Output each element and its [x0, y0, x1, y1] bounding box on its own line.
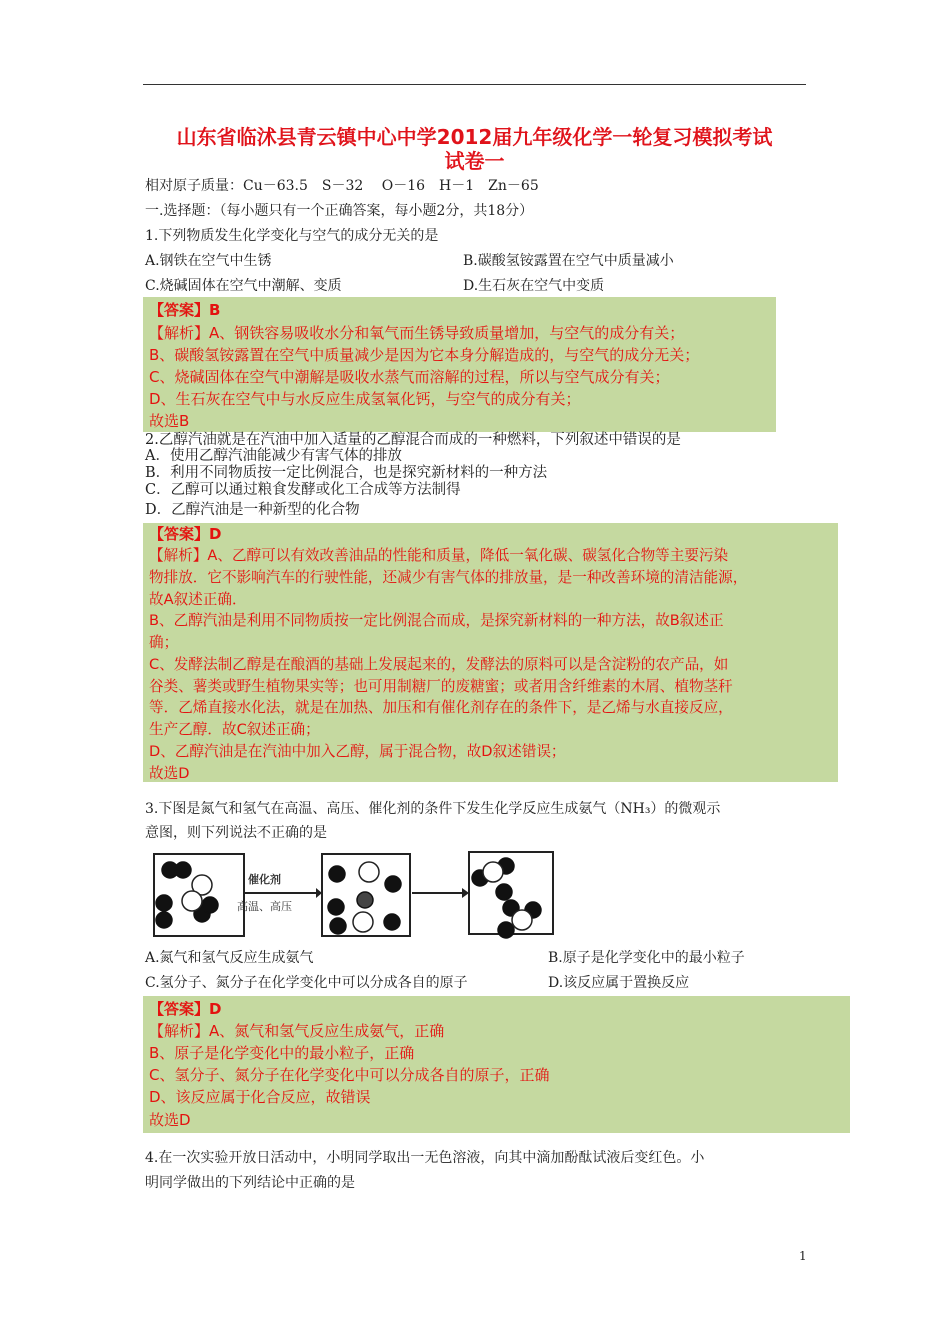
q2-analysis-line: 故选D — [149, 765, 190, 782]
q2-analysis-line: C、发酵法制乙醇是在酿酒的基础上发展起来的，发酵法的原料可以是含淀粉的农产品，如 — [149, 656, 729, 673]
doc-title-line2: 试卷一 — [444, 149, 505, 173]
q2-stem: 2.乙醇汽油就是在汽油中加入适量的乙醇混合而成的一种燃料，下列叙述中错误的是 — [145, 432, 681, 448]
q2-analysis-line: 物排放．它不影响汽车的行驶性能，还减少有害气体的排放量，是一种改善环境的清洁能源， — [149, 569, 748, 586]
q1-analysis-line: C、烧碱固体在空气中潮解是吸收水蒸气而溶解的过程，所以与空气成分有关； — [149, 368, 670, 386]
q1-analysis-line: 【解析】A、钢铁容易吸收水分和氧气而生锈导致质量增加，与空气的成分有关； — [149, 324, 685, 342]
q3-option-b: B.原子是化学变化中的最小粒子 — [548, 950, 745, 966]
q3-stem-line2: 意图，则下列说法不正确的是 — [145, 825, 327, 841]
q3-analysis-line: C、氢分子、氮分子在化学变化中可以分成各自的原子，正确 — [149, 1066, 550, 1084]
q1-analysis-line: D、生石灰在空气中与水反应生成氢氧化钙，与空气的成分有关； — [149, 390, 581, 408]
catalyst-label: 催化剂 — [248, 873, 281, 886]
section-heading: 一.选择题：（每小题只有一个正确答案，每小题2分，共18分） — [145, 203, 534, 219]
q2-analysis-line: D、乙醇汽油是在汽油中加入乙醇，属于混合物，故D叙述错误； — [149, 743, 566, 760]
atomic-mass: 相对原子质量：Cu－63.5 S－32 O－16 H－1 Zn－65 — [145, 178, 539, 194]
q1-option-c: C.烧碱固体在空气中潮解、变质 — [145, 278, 342, 294]
doc-title-line1: 山东省临沭县青云镇中心中学2012届九年级化学一轮复习模拟考试 — [176, 125, 773, 149]
q3-analysis-line: 故选D — [149, 1111, 191, 1129]
q2-analysis-line: 谷类、薯类或野生植物果实等；也可用制糖厂的废糖蜜；或者用含纤维素的木屑、植物茎秆 — [149, 678, 733, 695]
q3-option-c: C.氢分子、氮分子在化学变化中可以分成各自的原子 — [145, 975, 468, 991]
q1-option-a: A.钢铁在空气中生锈 — [145, 253, 272, 269]
q2-analysis-line: 故A叙述正确． — [149, 591, 247, 608]
q2-analysis-line: 生产乙醇．故C叙述正确； — [149, 721, 320, 738]
q3-analysis-line: 【解析】A、氮气和氢气反应生成氨气，正确 — [149, 1022, 445, 1040]
reaction-diagram — [150, 848, 560, 940]
q1-answer: 【答案】B — [149, 301, 221, 319]
q2-answer-box — [143, 523, 838, 782]
q2-analysis-line: 确； — [149, 634, 179, 651]
q2-option-c: C．乙醇可以通过粮食发酵或化工合成等方法制得 — [145, 482, 461, 498]
q3-option-a: A.氮气和氢气反应生成氨气 — [145, 950, 314, 966]
q2-option-a: A．使用乙醇汽油能减少有害气体的排放 — [145, 448, 402, 464]
conditions-label: 高温、高压 — [237, 900, 292, 913]
q1-stem: 1.下列物质发生化学变化与空气的成分无关的是 — [145, 228, 439, 244]
q1-option-b: B.碳酸氢铵露置在空气中质量减小 — [463, 253, 674, 269]
page-number: 1 — [799, 1249, 807, 1263]
q2-option-b: B．利用不同物质按一定比例混合，也是探究新材料的一种方法 — [145, 465, 548, 481]
q3-answer: 【答案】D — [149, 1000, 222, 1018]
q1-analysis-line: 故选B — [149, 412, 190, 430]
q2-option-d: D．乙醇汽油是一种新型的化合物 — [145, 502, 360, 518]
q3-analysis-line: B、原子是化学变化中的最小粒子，正确 — [149, 1044, 415, 1062]
q2-analysis-line: B、乙醇汽油是利用不同物质按一定比例混合而成，是探究新材料的一种方法，故B叙述正 — [149, 612, 724, 629]
header-rule — [143, 84, 806, 85]
arrow-icon — [462, 888, 469, 898]
q3-analysis-line: D、该反应属于化合反应，故错误 — [149, 1088, 371, 1106]
q2-analysis-line: 【解析】A、乙醇可以有效改善油品的性能和质量，降低一氧化碳、碳氢化合物等主要污染 — [149, 547, 729, 564]
q1-analysis-line: B、碳酸氢铵露置在空气中质量减少是因为它本身分解造成的，与空气的成分无关； — [149, 346, 700, 364]
q3-stem-line1: 3.下图是氮气和氢气在高温、高压、催化剂的条件下发生化学反应生成氨气（NH₃）的微观示 — [145, 801, 721, 817]
q1-answer-box — [143, 297, 776, 432]
q4-stem-line1: 4.在一次实验开放日活动中，小明同学取出一无色溶液，向其中滴加酚酞试液后变红色。小 — [145, 1150, 705, 1166]
q2-analysis-line: 等．乙烯直接水化法，就是在加热、加压和有催化剂存在的条件下，是乙烯与水直接反应， — [149, 699, 733, 716]
q3-answer-box — [143, 996, 850, 1133]
q3-option-d: D.该反应属于置换反应 — [548, 975, 690, 991]
q4-stem-line2: 明同学做出的下列结论中正确的是 — [145, 1175, 355, 1191]
q1-option-d: D.生石灰在空气中变质 — [463, 278, 605, 294]
q2-answer: 【答案】D — [149, 525, 222, 543]
